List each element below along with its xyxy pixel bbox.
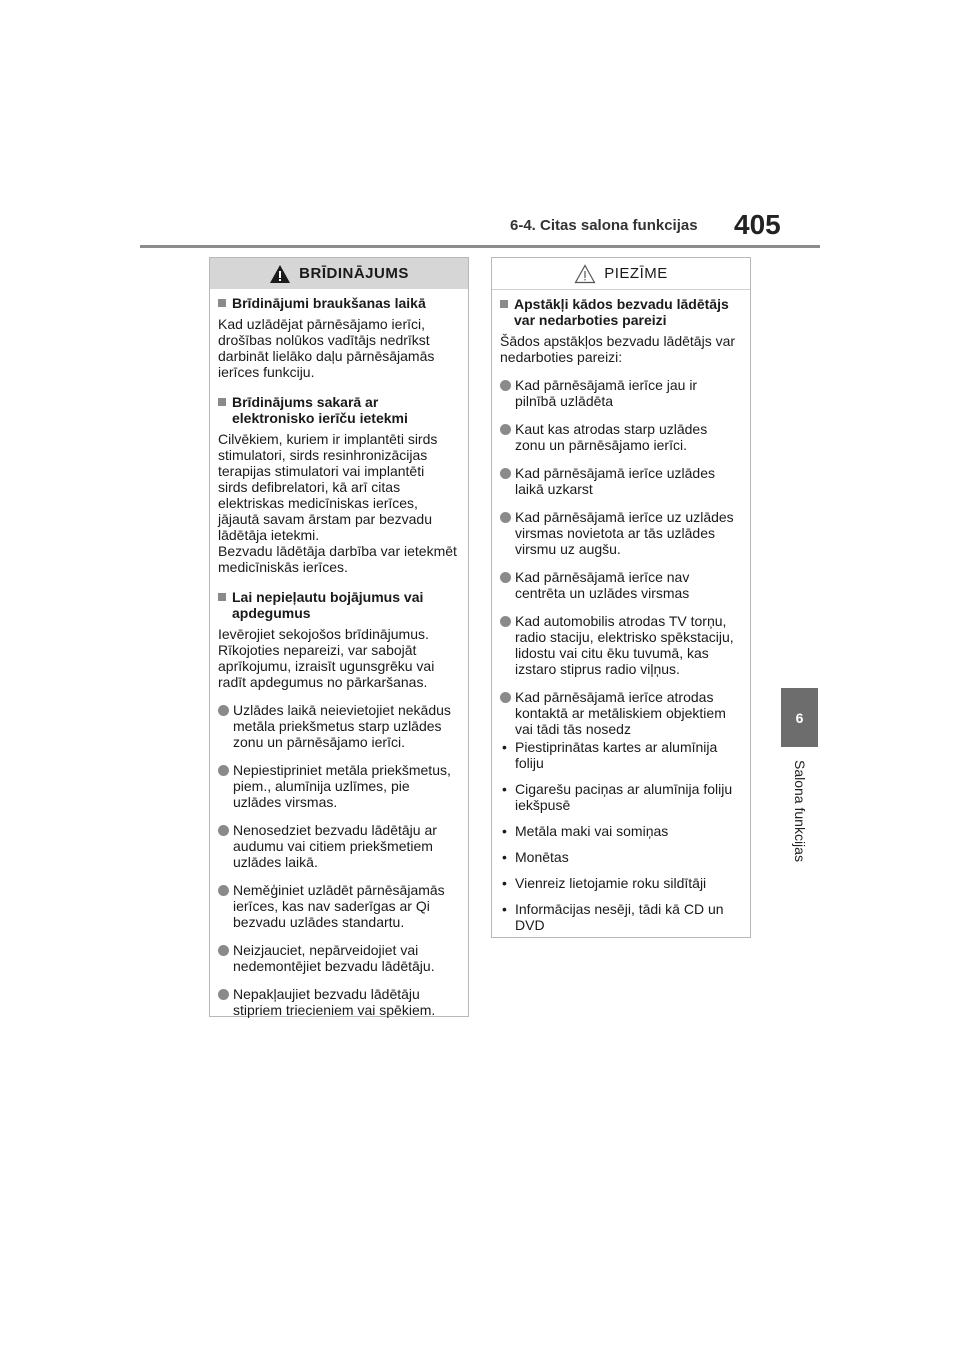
sub-list-item: • Cigarešu paciņas ar alumīnija foliju iekšpusē	[502, 781, 733, 813]
note-intro: Šādos apstākļos bezvadu lādētājs var nedarboties pareizi:	[500, 333, 736, 365]
sub-list-item: • Informācijas nesēji, tādi kā CD un DVD	[502, 901, 724, 933]
bullet-icon	[500, 468, 511, 479]
square-bullet-icon	[500, 300, 508, 308]
warning-section-text: Bezvadu lādētāja darbība var ietekmēt medicīniskās ierīces.	[218, 543, 457, 575]
sub-list-item: • Monētas	[502, 849, 569, 865]
list-item: Kad automobilis atrodas TV torņu, radio staciju, elektrisko spēkstaciju, lidostu vai citu ēku tuvumā, kas izstaro stiprus radio viļņus.	[500, 613, 739, 677]
bullet-icon	[218, 989, 229, 1000]
square-bullet-icon	[218, 593, 226, 601]
list-item: Nenosedziet bezvadu lādētāju ar audumu vai citiem priekšmetiem uzlādes laikā.	[218, 822, 457, 870]
warning-section-text: Ievērojiet sekojošos brīdinājumus. Rīkojoties nepareizi, var sabojāt aprīkojumu, izraisīt ugunsgrēku vai radīt apdegumus no pārkaršanas.	[218, 626, 435, 690]
warning-section-heading: Brīdinājums sakarā ar elektronisko ierīču ietekmi	[218, 394, 457, 426]
note-heading: Apstākļi kādos bezvadu lādētājs var nedarboties pareizi	[500, 296, 739, 328]
warning-box	[209, 257, 469, 1017]
list-item: Kad pārnēsājamā ierīce nav centrēta un uzlādes virsmas	[500, 569, 739, 601]
sub-list-item: • Piestiprinātas kartes ar alumīnija foliju	[502, 739, 718, 771]
bullet-icon	[500, 380, 511, 391]
bullet-icon	[500, 424, 511, 435]
chapter-title: Salona funkcijas	[792, 760, 808, 862]
list-item: Kad pārnēsājamā ierīce uzlādes laikā uzkarst	[500, 465, 739, 497]
warning-section-text: Cilvēkiem, kuriem ir implantēti sirds stimulatori, sirds resinhronizācijas terapijas stimulatori vai implantēti sirds defibrelatori, kā arī citas elektriskas medicīniskas ierīces, jājautā savam ārstam par bezvadu lādētāja ietekmi.	[218, 431, 438, 543]
list-item: Kad pārnēsājamā ierīce jau ir pilnībā uzlādēta	[500, 377, 739, 409]
list-item: Kad pārnēsājamā ierīce uz uzlādes virsmas novietota ar tās uzlādes virsmu uz augšu.	[500, 509, 739, 557]
page-number: 405	[734, 209, 781, 240]
list-item: Kad pārnēsājamā ierīce atrodas kontaktā ar metāliskiem objektiem vai tādi tās nosedz	[500, 689, 739, 737]
section-title: 6-4. Citas salona funkcijas	[510, 217, 698, 234]
note-header	[492, 258, 750, 290]
caution-triangle-outline-icon	[574, 264, 596, 284]
warning-section-heading: Brīdinājumi braukšanas laikā	[218, 295, 457, 311]
square-bullet-icon	[218, 299, 226, 307]
list-item: Neměģiniet uzlādēt pārnēsājamās ierīces, kas nav saderīgas ar Qi bezvadu uzlādes standartu.	[218, 882, 457, 930]
bullet-icon	[218, 945, 229, 956]
list-item: Nepiestipriniet metāla priekšmetus, piem., alumīnija uzlīmes, pie uzlādes virsmas.	[218, 762, 457, 810]
bullet-icon	[500, 572, 511, 583]
bullet-icon	[218, 885, 229, 896]
list-item: Uzlādes laikā neievietojiet nekādus metāla priekšmetus starp uzlādes zonu un pārnēsājamo ierīci.	[218, 702, 457, 750]
warning-header	[210, 258, 468, 289]
bullet-icon	[500, 616, 511, 627]
list-item: Kaut kas atrodas starp uzlādes zonu un pārnēsājamo ierīci.	[500, 421, 739, 453]
list-item: Nepakļaujiet bezvadu lādētāju stipriem triecieniem vai spēkiem.	[218, 986, 457, 1018]
warning-section-text: Kad uzlādējat pārnēsājamo ierīci, drošības nolūkos vadītājs nedrīkst darbināt lielāko daļu pārnēsājamās ierīces funkciju.	[218, 316, 435, 380]
note-box	[491, 257, 751, 938]
chapter-tab: 6	[781, 688, 818, 747]
sub-list-item: • Vienreiz lietojamie roku sildītāji	[502, 875, 707, 891]
bullet-icon	[218, 765, 229, 776]
warning-title: BRĪDINĀJUMS	[299, 265, 409, 282]
warning-triangle-icon	[269, 264, 291, 284]
bullet-icon	[500, 692, 511, 703]
bullet-icon	[218, 705, 229, 716]
list-item: Neizjauciet, nepārveidojiet vai nedemontējiet bezvadu lādētāju.	[218, 942, 457, 974]
square-bullet-icon	[218, 398, 226, 406]
header-rule	[140, 245, 820, 248]
note-title: PIEZĪME	[604, 265, 668, 282]
bullet-icon	[500, 512, 511, 523]
warning-section-heading: Lai nepieļautu bojājumus vai apdegumus	[218, 589, 457, 621]
sub-list-item: • Metāla maki vai somiņas	[502, 823, 669, 839]
bullet-icon	[218, 825, 229, 836]
